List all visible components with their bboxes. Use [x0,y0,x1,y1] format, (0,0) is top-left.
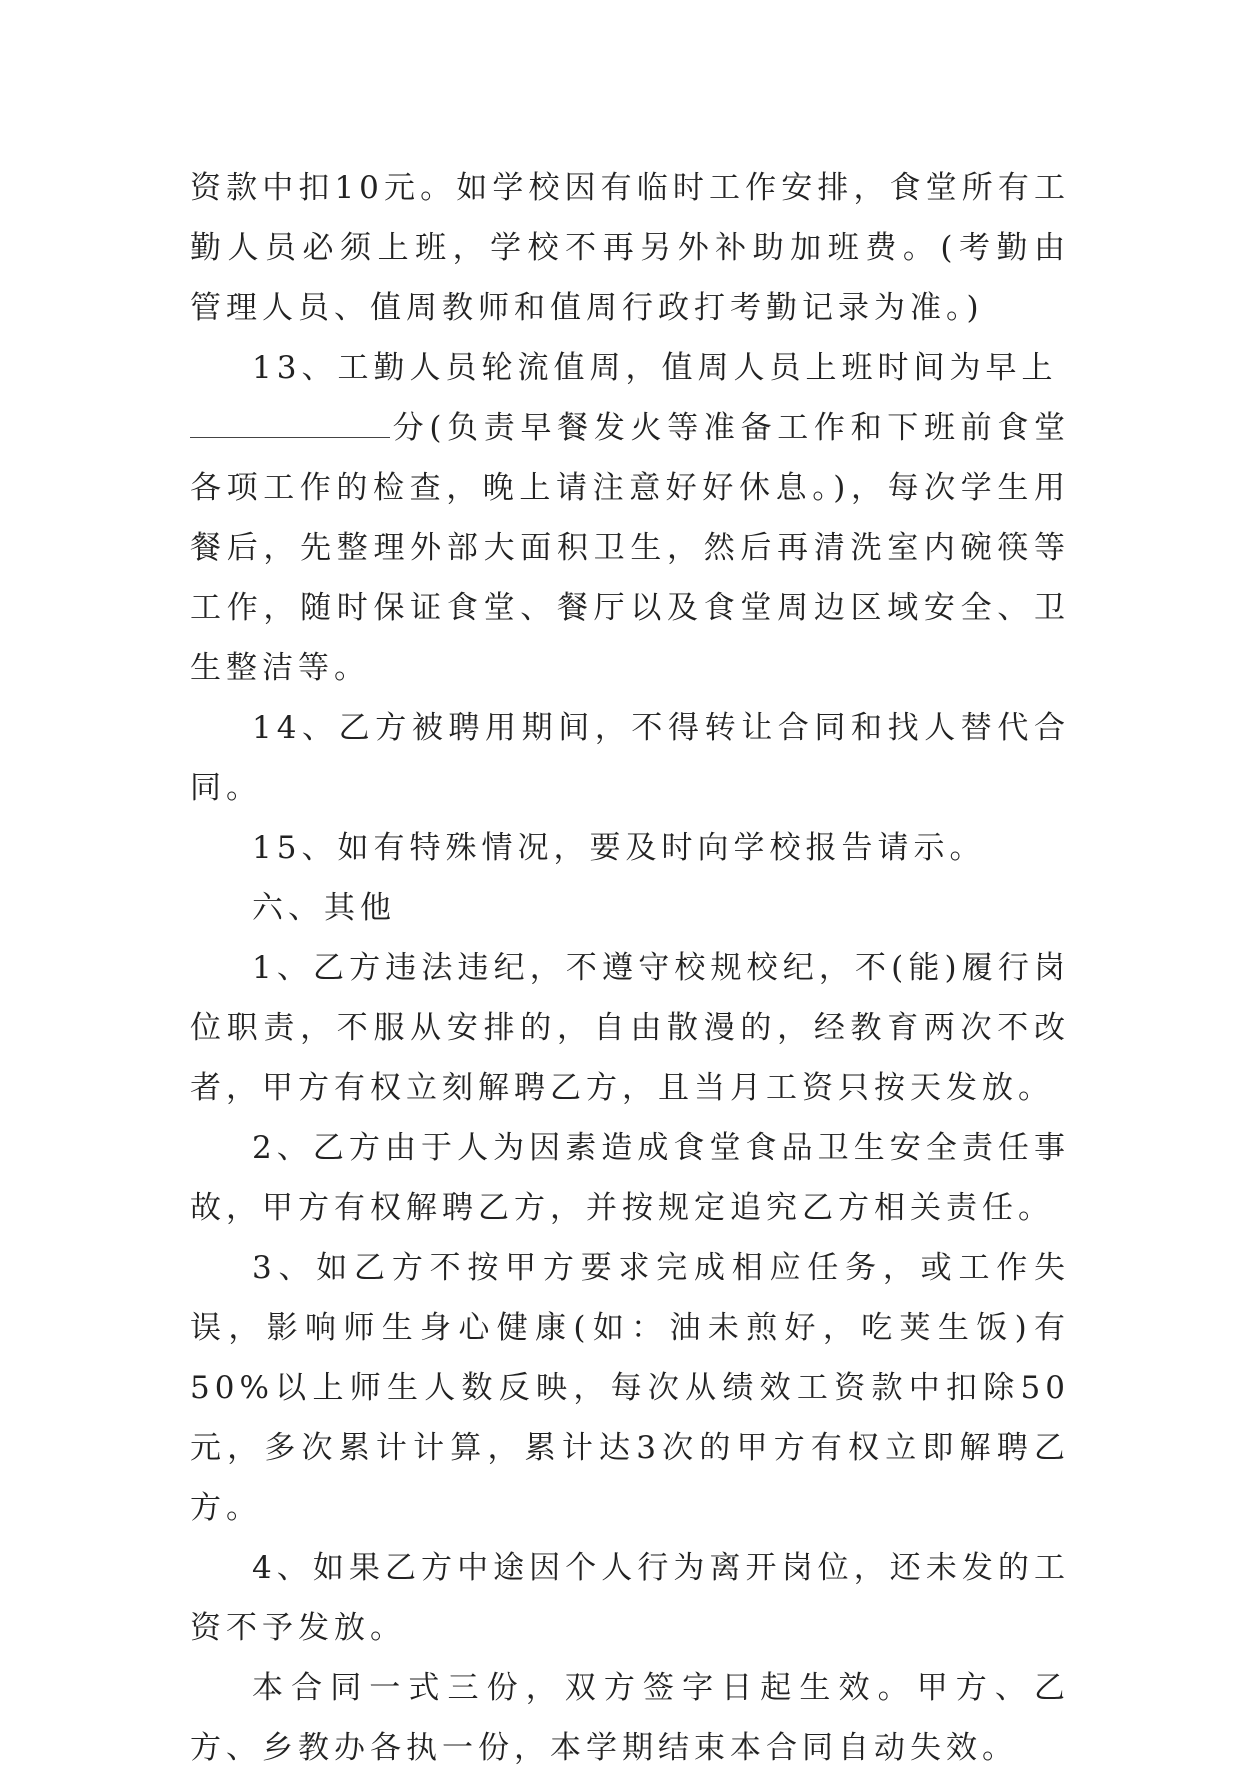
paragraph-attendance: 资款中扣10元。如学校因有临时工作安排，食堂所有工勤人员必须上班，学校不再另外补助加班费。(考勤由管理人员、值周教师和值周行政打考勤记录为准。) [190,170,1070,326]
paragraph-other-4: 4、如果乙方中途因个人行为离开岗位，还未发的工资不予发放。 [190,1550,1070,1646]
paragraph-item-13-continued [190,398,1070,698]
paragraph-other-1: 1、乙方违法违纪，不遵守校规校纪，不(能)履行岗位职责，不服从安排的，自由散漫的，经教育两次不改者，甲方有权立刻解聘乙方，且当月工资只按天发放。 [190,950,1070,1106]
paragraph-item-13-continued-text: 分(负责早餐发火等准备工作和下班前食堂各项工作的检查，晚上请注意好好休息。)，每次学生用餐后，先整理外部大面积卫生，然后再清洗室内碗筷等工作，随时保证食堂、餐厅以及食堂周边区域安全、卫生整洁等。 [190,410,1070,686]
paragraph-other-3: 3、如乙方不按甲方要求完成相应任务，或工作失误，影响师生身心健康(如：油未煎好，吃荚生饭)有50%以上师生人数反映，每次从绩效工资款中扣除50元，多次累计计算，累计达3次的甲方有权立即解聘乙方。 [190,1250,1070,1526]
paragraph-other-2: 2、乙方由于人为因素造成食堂食品卫生安全责任事故，甲方有权解聘乙方，并按规定追究乙方相关责任。 [190,1130,1070,1226]
paragraph-item-14: 14、乙方被聘用期间，不得转让合同和找人替代合同。 [190,710,1070,806]
document-body [190,158,1070,1778]
paragraph-item-13: 13、工勤人员轮流值周，值周人员上班时间为早上 [252,350,1058,386]
fill-in-blank [190,411,390,438]
paragraph-closing: 本合同一式三份，双方签字日起生效。甲方、乙方、乡教办各执一份，本学期结束本合同自动失效。 [190,1670,1070,1766]
section-heading-other: 六、其他 [252,890,396,926]
paragraph-item-15: 15、如有特殊情况，要及时向学校报告请示。 [252,830,986,866]
